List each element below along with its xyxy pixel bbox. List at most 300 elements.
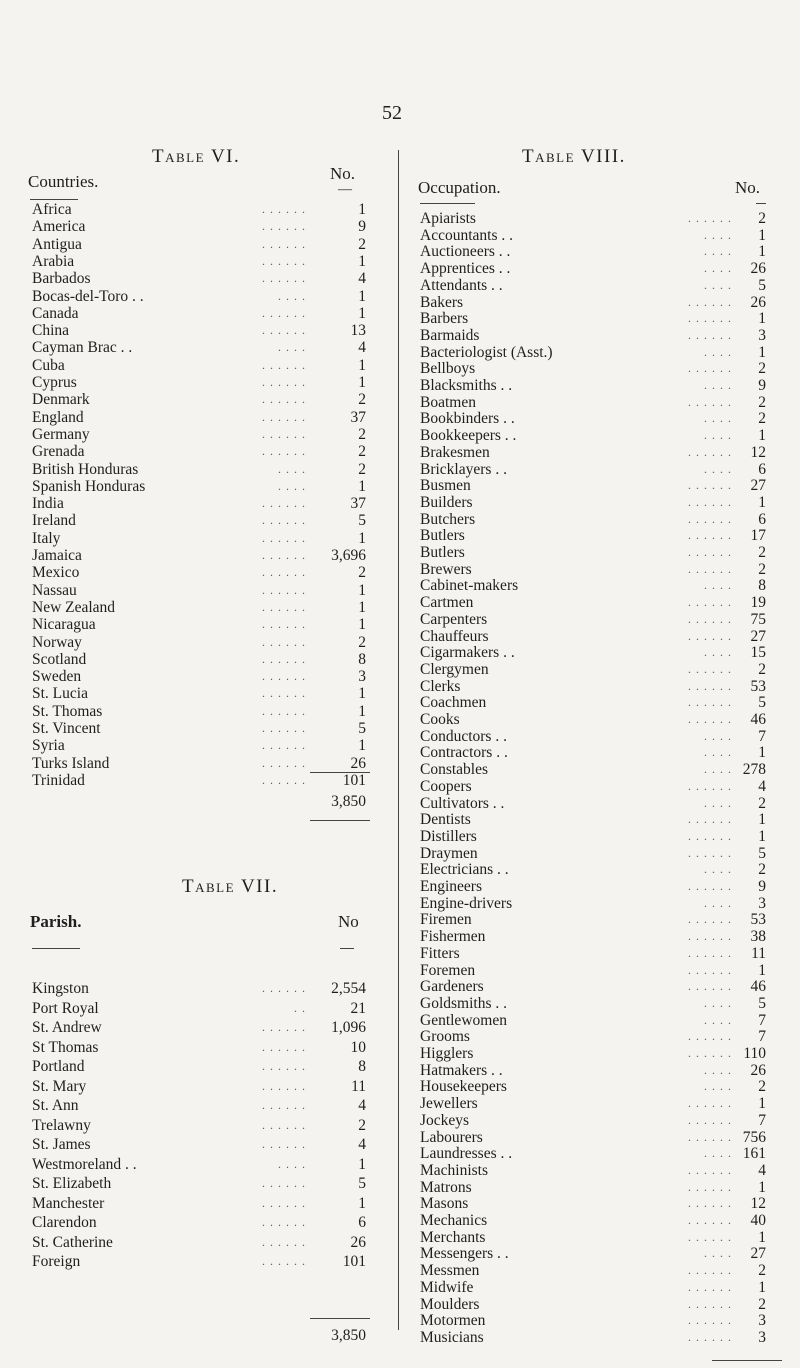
row-value: 1 [758,1178,766,1196]
row-label: India [32,495,64,513]
row-label: Ireland [32,512,76,530]
row-leader-dots: . . . . [704,277,732,292]
row-label: Brewers [420,560,472,578]
row-value: 2 [758,1262,766,1280]
table-row [32,668,366,685]
table-row [420,1212,766,1229]
row-value: 5 [758,994,766,1012]
row-leader-dots: . . . . . . [262,599,306,614]
row-leader-dots: . . . . . . [262,1234,306,1249]
row-label: Engineers [420,878,482,895]
row-label: Nicaragua [32,616,96,634]
row-leader-dots: . . . . [704,645,732,660]
row-leader-dots: . . . . . . [262,721,306,735]
row-value: 46 [750,711,766,728]
table-6-col-label: Countries. [28,172,99,191]
row-leader-dots: . . . . . . [262,1254,306,1268]
row-value: 1 [758,827,766,845]
row-leader-dots: . . . . . . [688,712,732,726]
table-row [420,243,766,260]
row-value: 1 [358,304,366,322]
row-label: Motormen [420,1312,486,1330]
row-leader-dots: . . . . . . [262,1137,306,1151]
row-label: Musicians [420,1328,484,1346]
row-leader-dots: . . . . . . [688,1213,732,1227]
row-label: Portland [32,1058,85,1075]
row-label: Chauffeurs [420,627,489,645]
row-value: 9 [758,878,766,895]
row-label: Electricians . . [420,861,509,879]
table-row [32,1058,366,1075]
row-value: 3 [758,894,766,912]
table-row [32,201,366,218]
row-label: Port Royal [32,999,99,1017]
row-label: British Honduras [32,460,139,478]
row-label: Bacteriologist (Asst.) [420,343,553,361]
table-6-total-underline [310,820,370,821]
row-value: 2 [358,391,366,409]
table-row [420,394,766,411]
row-label: Auctioneers . . [420,243,511,261]
row-leader-dots: . . . . [704,895,732,910]
table-row [32,218,366,235]
table-row [32,288,366,305]
row-label: Accountants . . [420,226,513,244]
table-row [32,426,366,443]
table-8-col-num: No. [735,178,761,197]
row-label: Bellboys [420,360,476,378]
row-label: Clerks [420,677,461,695]
table-row [420,661,766,678]
row-leader-dots: . . . . [278,478,306,493]
row-value: 7 [758,727,766,745]
row-label: Gentlewomen [420,1011,507,1029]
row-value: 5 [758,694,766,712]
row-leader-dots: . . . . . . [688,1179,732,1194]
table-row [420,728,766,745]
row-label: Italy [32,529,61,547]
table-row [420,577,766,594]
row-leader-dots: . . . . [704,1062,732,1077]
row-label: Hatmakers . . [420,1061,503,1079]
table-6-title: Table VI. [152,146,241,167]
row-value: 6 [758,510,766,528]
table-row [32,1175,366,1192]
table-8-col-label: Occupation. [418,178,501,197]
row-value: 5 [358,720,366,737]
row-value: 2 [758,660,766,678]
table-row [420,811,766,828]
row-label: Jewellers [420,1095,478,1113]
row-value: 2 [758,861,766,879]
table-row [420,962,766,979]
row-label: Midwife [420,1278,474,1296]
row-leader-dots: . . . . . . [262,1215,306,1229]
row-value: 8 [758,577,766,595]
table-row [420,1195,766,1212]
column-divider [398,150,399,1330]
row-leader-dots: . . . . [704,728,732,743]
row-value: 9 [758,377,766,394]
row-leader-dots: . . . . . . [688,1263,732,1278]
table-8-title: Table VIII. [522,146,626,167]
table-row [32,357,366,374]
row-label: St. Elizabeth [32,1175,112,1192]
row-value: 1 [358,252,366,270]
table-row [420,1312,766,1329]
table-row [420,611,766,628]
row-leader-dots: . . . . . . [688,879,732,893]
table-row [420,911,766,928]
table-row [420,544,766,561]
row-value: 3 [758,1312,766,1330]
row-value: 4 [358,1136,366,1153]
row-label: Norway [32,633,82,651]
table-row [32,564,366,581]
table-7-col-label: Parish. [30,912,82,931]
row-leader-dots: . . . . . . [262,1020,306,1034]
row-value: 9 [358,218,366,236]
row-leader-dots: . . . . . . [262,444,306,459]
row-leader-dots: . . . . . . [688,511,732,526]
row-label: Coachmen [420,694,487,712]
row-value: 12 [750,443,766,461]
row-value: 5 [758,844,766,862]
table-row [32,685,366,702]
table-row [420,795,766,812]
row-label: Cartmen [420,594,474,612]
row-leader-dots: . . . . . . [262,738,306,753]
table-row [420,227,766,244]
row-label: Cuba [32,356,65,374]
table-6-num-dash: — [338,182,352,197]
table-row [420,511,766,528]
row-leader-dots: . . . . . . [262,1078,306,1093]
row-value: 7 [758,1111,766,1129]
row-leader-dots: . . . . [704,578,732,593]
row-value: 2 [358,633,366,651]
row-leader-dots: . . . . . . [688,528,732,543]
page-number: 52 [382,102,402,124]
row-leader-dots: . . . . . . [688,1046,732,1060]
table-row [32,755,366,772]
table-row [420,1229,766,1246]
row-leader-dots: . . [294,1000,306,1015]
row-leader-dots: . . . . . . [262,530,306,545]
row-label: Matrons [420,1178,472,1196]
row-label: Carpenters [420,610,488,628]
table-row [32,703,366,720]
row-leader-dots: . . . . . . [688,478,732,493]
row-leader-dots: . . . . [704,244,732,259]
row-leader-dots: . . . . . . [262,1117,306,1132]
row-label: Draymen [420,844,478,862]
table-6-label-underline [30,199,78,200]
row-leader-dots: . . . . . . [688,1129,732,1144]
row-leader-dots: . . . . . . [688,311,732,326]
table-row [32,512,366,529]
row-value: 1 [758,427,766,445]
table-row [420,1112,766,1129]
row-value: 2 [758,1295,766,1313]
row-label: Barmaids [420,326,480,344]
row-value: 1 [358,598,366,616]
table-row [32,1253,366,1270]
row-leader-dots: . . . . [704,995,732,1010]
table-row [32,253,366,270]
table-row [420,444,766,461]
table-row [32,478,366,495]
row-label: Cigarmakers . . [420,644,515,662]
row-label: Moulders [420,1295,480,1313]
row-leader-dots: . . . . . . [262,565,306,580]
row-value: 1 [358,287,366,305]
table-row [420,294,766,311]
row-leader-dots: . . . . . . [688,1196,732,1211]
row-leader-dots: . . . . [704,378,732,392]
row-leader-dots: . . . . [704,1146,732,1161]
row-label: Grooms [420,1028,470,1046]
row-leader-dots: . . . . . . [262,703,306,718]
row-value: 17 [750,527,766,545]
row-value: 4 [358,339,366,357]
row-value: 3 [358,668,366,686]
row-value: 1 [758,310,766,328]
row-label: Syria [32,737,65,755]
table-row [420,1296,766,1313]
row-value: 40 [750,1212,766,1229]
row-leader-dots: . . . . . . [262,981,306,995]
table-row [32,409,366,426]
row-leader-dots: . . . . . . [688,929,732,944]
row-value: 1 [358,702,366,720]
row-value: 27 [750,627,766,645]
row-value: 8 [358,650,366,668]
row-leader-dots: . . . . . . [262,1039,306,1054]
row-label: Firemen [420,911,472,929]
row-leader-dots: . . . . [704,1246,732,1261]
row-value: 2 [758,210,766,227]
row-leader-dots: . . . . . . [262,1195,306,1210]
row-leader-dots: . . . . . . [688,962,732,977]
table-row [420,1145,766,1162]
row-label: Apiarists [420,210,476,227]
row-label: Scotland [32,650,87,668]
row-value: 278 [742,761,766,779]
table-row [420,1245,766,1262]
row-label: St. Ann [32,1097,79,1114]
row-label: Cultivators . . [420,794,505,812]
row-label: Merchants [420,1228,486,1246]
table-row [420,628,766,645]
row-value: 26 [750,293,766,311]
row-label: Constables [420,761,489,779]
table-row [32,305,366,322]
row-label: Denmark [32,391,90,409]
row-leader-dots: . . . . . . [688,778,732,793]
table-row [420,978,766,995]
table-7-label-underline [32,948,80,949]
row-leader-dots: . . . . . . [262,686,306,701]
row-value: 26 [350,754,366,772]
row-label: Bocas-del-Toro . . [32,287,144,305]
row-label: Housekeepers [420,1078,507,1096]
row-label: New Zealand [32,598,116,616]
row-leader-dots: . . . . . . [262,375,306,389]
table-row [420,678,766,695]
row-leader-dots: . . . . [704,762,732,777]
row-leader-dots: . . . . . . [262,513,306,528]
row-label: Bookbinders . . [420,410,515,428]
row-leader-dots: . . . . . . [262,202,306,216]
row-label: Mexico [32,564,80,582]
table-row [420,1179,766,1196]
row-label: Bricklayers . . [420,460,507,478]
table-row [420,1045,766,1062]
row-label: Blacksmiths . . [420,377,513,394]
table-7-num-underline [340,948,354,949]
row-leader-dots: . . . . . . [262,236,306,251]
row-label: Contractors . . [420,744,508,762]
table-row [420,895,766,912]
row-leader-dots: . . . . . . [688,1229,732,1244]
row-value: 161 [742,1145,766,1163]
row-leader-dots: . . . . [704,1012,732,1027]
row-leader-dots: . . . . [704,411,732,426]
table-row [420,277,766,294]
row-leader-dots: . . . . . . [688,979,732,994]
row-leader-dots: . . . . [704,227,732,242]
row-value: 4 [358,270,366,288]
row-label: Machinists [420,1161,489,1179]
row-value: 5 [758,276,766,294]
row-value: 26 [350,1233,366,1251]
row-leader-dots: . . . . [704,344,732,359]
row-leader-dots: . . . . . . [688,945,732,960]
table-row [420,945,766,962]
table-6-total-rule [310,772,370,773]
row-value: 1 [358,477,366,495]
row-value: 101 [342,771,366,789]
row-label: Mechanics [420,1212,488,1229]
table-row [420,845,766,862]
row-value: 2,554 [331,980,366,997]
row-leader-dots: . . . . . . [262,582,306,597]
row-label: Engine-drivers [420,894,513,912]
row-leader-dots: . . . . [278,461,306,476]
row-label: Cyprus [32,374,77,391]
row-value: 1 [758,961,766,979]
row-label: Foremen [420,961,476,979]
row-label: Distillers [420,827,477,845]
table-row [32,1136,366,1153]
row-value: 21 [350,999,366,1017]
row-value: 11 [751,944,766,962]
row-label: St. Lucia [32,685,88,703]
table-row [420,1262,766,1279]
row-value: 53 [750,677,766,695]
table-row [32,1097,366,1114]
table-row [420,1329,766,1346]
table-row [32,980,366,997]
row-label: Butchers [420,510,476,528]
row-value: 1 [758,811,766,829]
row-label: Cabinet-makers [420,577,519,595]
table-row [420,644,766,661]
row-leader-dots: . . . . . . [688,812,732,827]
row-value: 1 [358,201,366,218]
row-value: 11 [351,1077,366,1095]
row-value: 1 [758,1095,766,1113]
row-label: Builders [420,493,473,511]
row-label: America [32,218,86,236]
row-value: 6 [358,1214,366,1231]
row-value: 12 [750,1195,766,1213]
row-leader-dots: . . . . . . [688,1279,732,1294]
row-leader-dots: . . . . . . [688,561,732,576]
row-label: Clarendon [32,1214,97,1231]
row-value: 7 [758,1028,766,1046]
table-row [32,461,366,478]
row-leader-dots: . . . . . . [688,211,732,225]
row-leader-dots: . . . . . . [688,1112,732,1127]
table-row [420,410,766,427]
row-value: 1 [358,356,366,374]
table-row [32,495,366,512]
row-label: Fitters [420,944,460,962]
table-row [32,236,366,253]
row-leader-dots: . . . . . . [688,845,732,860]
row-label: Cayman Brac . . [32,339,133,357]
row-leader-dots: . . . . . . [262,548,306,562]
row-value: 1 [758,343,766,361]
row-label: Fishermen [420,928,486,946]
row-leader-dots: . . . . [278,1156,306,1171]
row-leader-dots: . . . . . . [262,1098,306,1112]
row-label: Busmen [420,477,471,495]
row-leader-dots: . . . . . . [688,628,732,643]
row-value: 6 [758,460,766,478]
row-label: Dentists [420,811,471,829]
row-label: Gardeners [420,978,484,996]
row-value: 1 [358,374,366,391]
table-row [420,1078,766,1095]
table-row [420,377,766,394]
row-value: 5 [358,512,366,530]
row-leader-dots: . . . . . . [262,426,306,441]
table-row [32,443,366,460]
row-leader-dots: . . . . [278,288,306,303]
row-label: Apprentices . . [420,260,511,278]
table-row [420,494,766,511]
row-leader-dots: . . . . . . [262,271,306,286]
row-value: 1 [358,1194,366,1212]
row-leader-dots: . . . . . . [688,444,732,459]
row-leader-dots: . . . . . . [688,1329,732,1344]
table-row [420,878,766,895]
table-row [420,260,766,277]
table-row [420,427,766,444]
row-leader-dots: . . . . . . [262,305,306,320]
row-leader-dots: . . . . . . [688,545,732,559]
table-row [32,1000,366,1017]
row-label: St. Catherine [32,1233,113,1251]
row-label: St. Andrew [32,1019,102,1036]
row-value: 2 [358,235,366,253]
row-value: 37 [350,495,366,513]
row-value: 1 [358,1155,366,1173]
row-value: 5 [358,1175,366,1192]
